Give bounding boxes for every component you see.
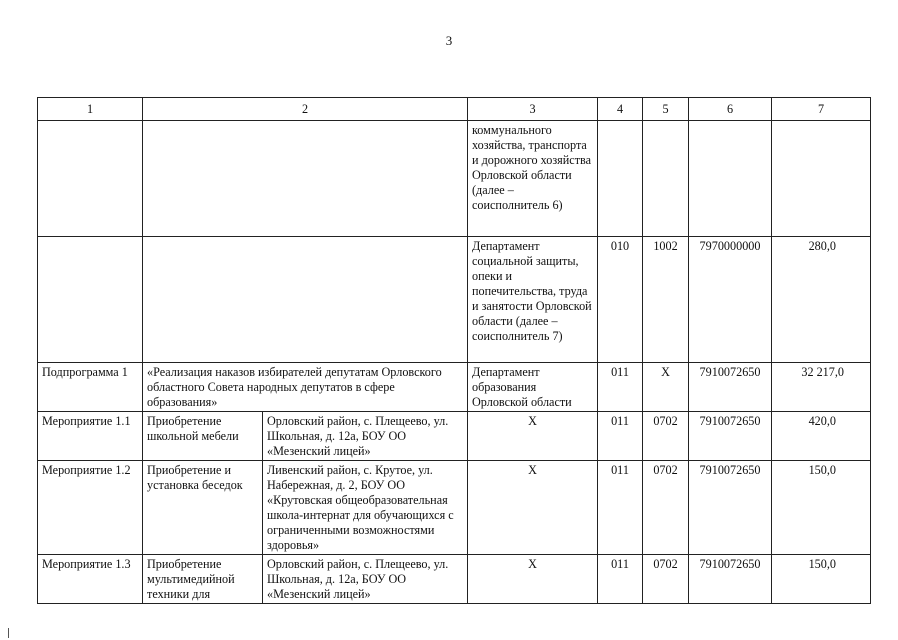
scan-mark [8, 628, 9, 638]
cell-empty [38, 237, 143, 363]
cell-empty [38, 121, 143, 237]
code4-cell: 011 [598, 363, 643, 412]
measure-name-cell: Приобретение мультимедийной техники для [143, 555, 263, 604]
address-cell: Ливенский район, с. Крутое, ул. Набережная, д. 2, БОУ ОО «Крутовская общеобразовательная школа-интернат для обучающихся с ограниченными возможностями здоровья» [263, 461, 468, 555]
table-row-social [38, 237, 871, 363]
row-label-cell: Мероприятие 1.2 [38, 461, 143, 555]
cell-empty [143, 237, 468, 363]
header-col-5: 5 [643, 98, 689, 121]
executor-cell: X [468, 461, 598, 555]
code5-cell: 0702 [643, 555, 689, 604]
code4-cell: 011 [598, 555, 643, 604]
code4-cell: 010 [598, 237, 643, 363]
header-row [38, 98, 871, 121]
table-row-subprogram [38, 363, 871, 412]
amount-cell: 150,0 [772, 461, 871, 555]
table-row-measure [38, 555, 871, 604]
cell-empty [772, 121, 871, 237]
executor-cell: коммунального хозяйства, транспорта и дорожного хозяйства Орловской области (далее – соисполнитель 6) [468, 121, 598, 237]
page-number: 3 [445, 33, 453, 48]
executor-cell: X [468, 555, 598, 604]
executor-cell: X [468, 412, 598, 461]
executor-cell: Департамент социальной защиты, опеки и попечительства, труда и занятости Орловской области (далее – соисполнитель 7) [468, 237, 598, 363]
code5-cell: 0702 [643, 461, 689, 555]
code4-cell: 011 [598, 461, 643, 555]
code5-cell: 1002 [643, 237, 689, 363]
code6-cell: 7910072650 [689, 555, 772, 604]
cell-empty [689, 121, 772, 237]
amount-cell: 150,0 [772, 555, 871, 604]
table-row-measure [38, 461, 871, 555]
cell-empty [598, 121, 643, 237]
header-col-6: 6 [689, 98, 772, 121]
code6-cell: 7910072650 [689, 363, 772, 412]
measure-name-cell: Приобретение школьной мебели [143, 412, 263, 461]
budget-table [37, 97, 871, 604]
header-col-2: 2 [143, 98, 468, 121]
code5-cell: X [643, 363, 689, 412]
code5-cell: 0702 [643, 412, 689, 461]
subprogram-name-cell: «Реализация наказов избирателей депутатам Орловского областного Совета народных депутатов в сфере образования» [143, 363, 468, 412]
header-col-4: 4 [598, 98, 643, 121]
cell-empty [643, 121, 689, 237]
amount-cell: 420,0 [772, 412, 871, 461]
header-col-1: 1 [38, 98, 143, 121]
table-row-measure [38, 412, 871, 461]
amount-cell: 280,0 [772, 237, 871, 363]
table-row-continuation [38, 121, 871, 237]
executor-cell: Департамент образования Орловской области [468, 363, 598, 412]
address-cell: Орловский район, с. Плещеево, ул. Школьная, д. 12а, БОУ ОО «Мезенский лицей» [263, 412, 468, 461]
measure-name-cell: Приобретение и установка беседок [143, 461, 263, 555]
code6-cell: 7970000000 [689, 237, 772, 363]
row-label-cell: Мероприятие 1.3 [38, 555, 143, 604]
cell-empty [143, 121, 468, 237]
code4-cell: 011 [598, 412, 643, 461]
address-cell: Орловский район, с. Плещеево, ул. Школьная, д. 12а, БОУ ОО «Мезенский лицей» [263, 555, 468, 604]
code6-cell: 7910072650 [689, 412, 772, 461]
amount-cell: 32 217,0 [772, 363, 871, 412]
header-col-3: 3 [468, 98, 598, 121]
code6-cell: 7910072650 [689, 461, 772, 555]
row-label-cell: Подпрограмма 1 [38, 363, 143, 412]
header-col-7: 7 [772, 98, 871, 121]
row-label-cell: Мероприятие 1.1 [38, 412, 143, 461]
